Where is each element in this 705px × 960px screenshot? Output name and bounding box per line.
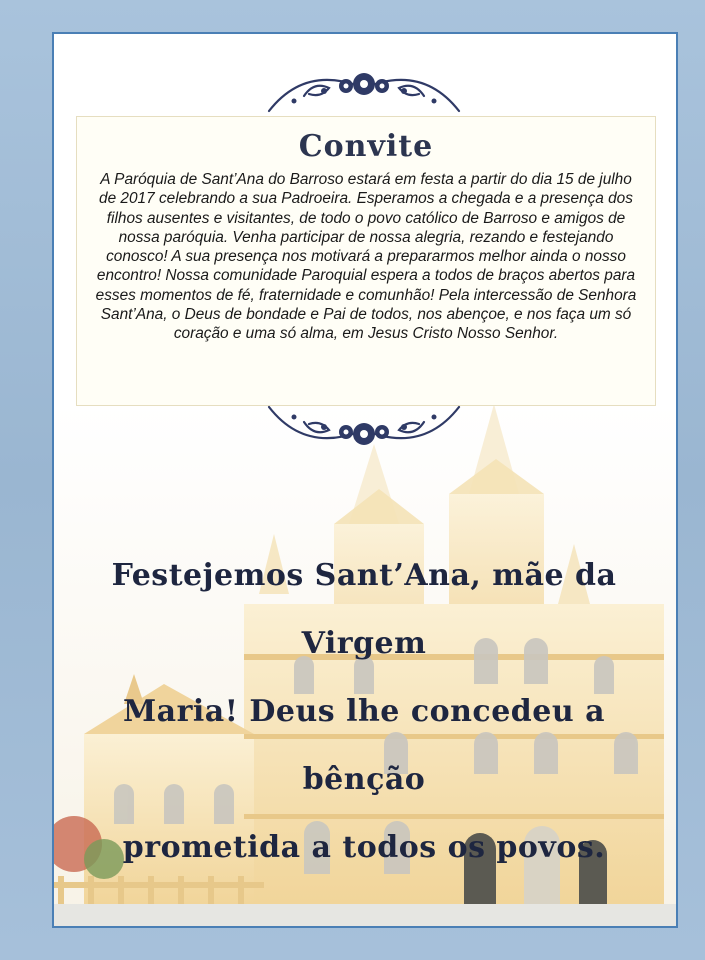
invitation-title: Convite	[298, 129, 434, 164]
tagline-line-2: Maria! Deus lhe concedeu a bênção	[122, 694, 606, 797]
tagline	[84, 542, 644, 882]
invitation-card	[52, 32, 678, 928]
tagline-line-1: Festejemos Sant’Ana, mãe da Virgem	[111, 558, 617, 661]
invitation-body: A Paróquia de Sant’Ana do Barroso estará em festa a partir do dia 15 de julho de 2017 celebrando a sua Padroeira. Esperamos a chegada e a presença dos filhos ausentes e visitantes, de todo o povo católico de Barroso e amigos de nossa paróquia. Venha participar de nossa alegria, rezando e festejando conosco! A sua presença nos motivará a prepararmos melhor ainda o nosso encontro! Nossa comunidade Paroquial espera a todos de braços abertos para esses momentos de fé, fraternidade e comunhão! Pela intercessão de Senhora Sant’Ana, o Deus de bondade e Pai de todos, nos abençoe, e nos faça um só coração e uma só alma, em Jesus Cristo Nosso Senhor.	[95, 171, 637, 343]
floral-scroll-icon	[264, 402, 464, 462]
invitation-text-box	[76, 116, 656, 406]
tagline-line-3: prometida a todos os povos.	[122, 830, 606, 865]
floral-scroll-icon	[264, 56, 464, 116]
